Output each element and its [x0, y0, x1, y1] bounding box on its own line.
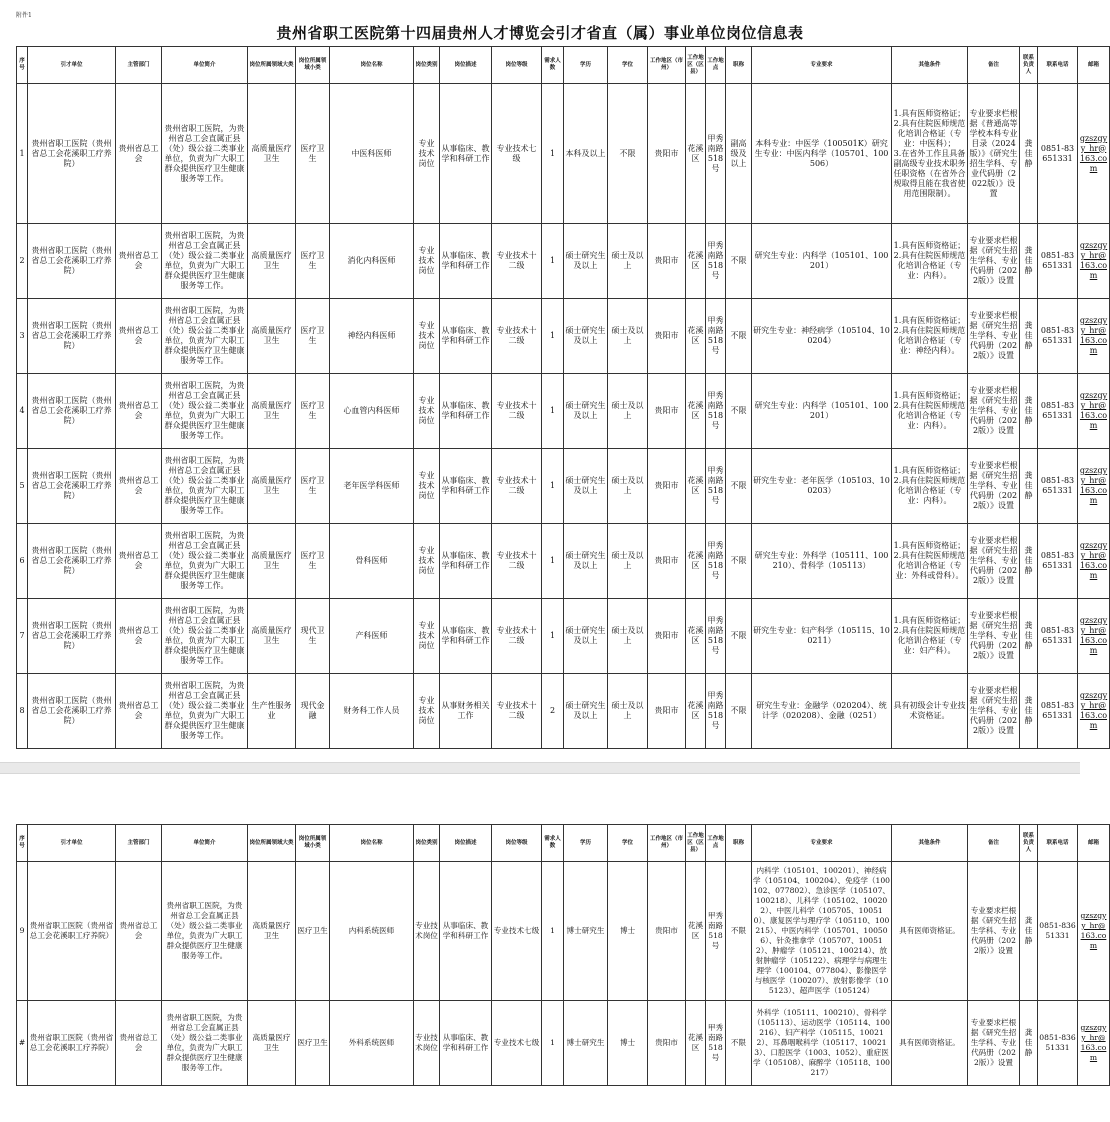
cell-field-major-category: 高质量医疗卫生 [248, 299, 296, 374]
cell-remarks: 专业要求栏根据《研究生招生学科、专业代码册（2022版）》设置 [968, 299, 1020, 374]
header-field-major-category: 岗位所属领域大类 [248, 47, 296, 84]
cell-serial-number: 7 [17, 599, 28, 674]
cell-contact-phone: 0851-83651331 [1038, 84, 1078, 224]
cell-position-name: 老年医学科医师 [330, 449, 414, 524]
header-position-description: 岗位描述 [440, 47, 492, 84]
header-work-location: 工作地点 [706, 825, 726, 862]
cell-degree: 硕士及以上 [608, 449, 648, 524]
header-education: 学历 [564, 825, 608, 862]
cell-work-location: 甲秀南路518号 [706, 299, 726, 374]
cell-supervising-department: 贵州省总工会 [116, 862, 162, 1001]
cell-supervising-department: 贵州省总工会 [116, 449, 162, 524]
header-professional-title: 职称 [726, 825, 752, 862]
cell-headcount: 1 [542, 1001, 564, 1086]
header-remarks: 备注 [968, 47, 1020, 84]
cell-position-description: 从事临床、教学和科研工作 [440, 449, 492, 524]
cell-serial-number: 1 [17, 84, 28, 224]
cell-other-conditions: 1.具有医师资格证； 2.具有住院医师规范化培训合格证（专业：内科）。 [892, 224, 968, 299]
cell-major-requirements: 研究生专业：妇产科学（105115、100211） [752, 599, 892, 674]
header-work-district: 工作地区（区县） [686, 825, 706, 862]
cell-work-city: 贵阳市 [648, 374, 686, 449]
header-contact-phone: 联系电话 [1038, 47, 1078, 84]
cell-headcount: 2 [542, 674, 564, 749]
cell-position-level: 专业技术十二级 [492, 374, 542, 449]
cell-supervising-department: 贵州省总工会 [116, 374, 162, 449]
cell-position-level: 专业技术十二级 [492, 674, 542, 749]
header-other-conditions: 其他条件 [892, 47, 968, 84]
cell-degree: 硕士及以上 [608, 374, 648, 449]
cell-work-location: 甲秀南路518号 [706, 449, 726, 524]
cell-headcount: 1 [542, 862, 564, 1001]
cell-other-conditions: 具有医师资格证。 [892, 1001, 968, 1086]
cell-work-city: 贵阳市 [648, 599, 686, 674]
cell-degree: 硕士及以上 [608, 224, 648, 299]
positions-table-page-2 [16, 824, 1110, 1086]
cell-serial-number: 4 [17, 374, 28, 449]
cell-work-district: 花溪区 [686, 84, 706, 224]
cell-education: 博士研究生 [564, 862, 608, 1001]
cell-work-city: 贵阳市 [648, 862, 686, 1001]
cell-education: 硕士研究生及以上 [564, 224, 608, 299]
cell-degree: 硕士及以上 [608, 674, 648, 749]
cell-major-requirements: 研究生专业：外科学（105111、100210）、骨科学（105113） [752, 524, 892, 599]
header-position-level: 岗位等级 [492, 825, 542, 862]
cell-education: 硕士研究生及以上 [564, 674, 608, 749]
cell-professional-title: 不限 [726, 449, 752, 524]
cell-professional-title: 不限 [726, 674, 752, 749]
cell-field-major-category: 高质量医疗卫生 [248, 599, 296, 674]
cell-position-description: 从事财务相关工作 [440, 674, 492, 749]
cell-position-description: 从事临床、教学和科研工作 [440, 599, 492, 674]
cell-field-major-category: 高质量医疗卫生 [248, 374, 296, 449]
cell-position-name: 财务科工作人员 [330, 674, 414, 749]
cell-field-minor-category: 现代卫生 [296, 599, 330, 674]
cell-contact-email[interactable]: gzszgyy_hr@163.com [1078, 449, 1110, 524]
cell-degree: 博士 [608, 862, 648, 1001]
cell-headcount: 1 [542, 449, 564, 524]
cell-contact-person: 龚佳静 [1020, 862, 1038, 1001]
cell-supervising-department: 贵州省总工会 [116, 84, 162, 224]
cell-field-minor-category: 医疗卫生 [296, 524, 330, 599]
header-work-city: 工作地区（市州） [648, 47, 686, 84]
cell-serial-number: 8 [17, 674, 28, 749]
cell-work-city: 贵阳市 [648, 524, 686, 599]
cell-position-description: 从事临床、教学和科研工作 [440, 1001, 492, 1086]
cell-unit-introduction: 贵州省职工医院，为贵州省总工会直属正县（处）级公益二类事业单位，负责为广大职工群众提供医疗卫生健康服务等工作。 [162, 862, 248, 1001]
cell-position-name: 内科系统医师 [330, 862, 414, 1001]
cell-contact-email[interactable]: gzszgyy_hr@163.com [1078, 599, 1110, 674]
cell-remarks: 专业要求栏根据《研究生招生学科、专业代码册（2022版）》设置 [968, 862, 1020, 1001]
header-position-category: 岗位类别 [414, 47, 440, 84]
cell-other-conditions: 具有医师资格证。 [892, 862, 968, 1001]
cell-position-level: 专业技术十二级 [492, 299, 542, 374]
cell-work-district: 花溪区 [686, 674, 706, 749]
cell-work-location: 甲秀南路518号 [706, 599, 726, 674]
cell-supervising-department: 贵州省总工会 [116, 524, 162, 599]
cell-contact-email[interactable]: gzszgyy_hr@163.com [1078, 862, 1110, 1001]
cell-professional-title: 不限 [726, 599, 752, 674]
header-education: 学历 [564, 47, 608, 84]
cell-work-city: 贵阳市 [648, 299, 686, 374]
table-header-row [17, 47, 1110, 84]
cell-major-requirements: 研究生专业：老年医学（105103、100203） [752, 449, 892, 524]
cell-position-description: 从事临床、教学和科研工作 [440, 862, 492, 1001]
table-row [17, 449, 1110, 524]
cell-serial-number: 3 [17, 299, 28, 374]
header-other-conditions: 其他条件 [892, 825, 968, 862]
cell-contact-phone: 0851-83651331 [1038, 449, 1078, 524]
cell-work-city: 贵阳市 [648, 1001, 686, 1086]
header-field-minor-category: 岗位所属领域小类 [296, 825, 330, 862]
cell-remarks: 专业要求栏根据《研究生招生学科、专业代码册（2022版）》设置 [968, 599, 1020, 674]
header-headcount: 需求人数 [542, 47, 564, 84]
cell-education: 硕士研究生及以上 [564, 524, 608, 599]
cell-contact-email[interactable]: gzszgyy_hr@163.com [1078, 674, 1110, 749]
header-position-name: 岗位名称 [330, 825, 414, 862]
cell-headcount: 1 [542, 224, 564, 299]
header-position-description: 岗位描述 [440, 825, 492, 862]
cell-work-district: 花溪区 [686, 599, 706, 674]
header-professional-title: 职称 [726, 47, 752, 84]
cell-headcount: 1 [542, 299, 564, 374]
cell-position-name: 心血管内科医师 [330, 374, 414, 449]
header-field-minor-category: 岗位所属领域小类 [296, 47, 330, 84]
cell-remarks: 专业要求栏根据《研究生招生学科、专业代码册（2022版）》设置 [968, 674, 1020, 749]
cell-serial-number: 9 [17, 862, 28, 1001]
table-row [17, 862, 1110, 1001]
header-degree: 学位 [608, 825, 648, 862]
cell-contact-person: 龚佳静 [1020, 374, 1038, 449]
cell-contact-person: 龚佳静 [1020, 599, 1038, 674]
cell-position-level: 专业技术十二级 [492, 224, 542, 299]
document-title: 贵州省职工医院第十四届贵州人才博览会引才省直（属）事业单位岗位信息表 [276, 24, 804, 42]
header-contact-person: 联系负责人 [1020, 47, 1038, 84]
cell-recruiting-unit: 贵州省职工医院（贵州省总工会花溪职工疗养院） [28, 599, 116, 674]
cell-supervising-department: 贵州省总工会 [116, 224, 162, 299]
cell-field-minor-category: 医疗卫生 [296, 299, 330, 374]
cell-position-category: 专业技术岗位 [414, 374, 440, 449]
cell-degree: 硕士及以上 [608, 599, 648, 674]
header-serial-number: 序号 [17, 825, 28, 862]
table-row [17, 1001, 1110, 1086]
header-contact-phone: 联系电话 [1038, 825, 1078, 862]
cell-position-category: 专业技术岗位 [414, 862, 440, 1001]
cell-position-level: 专业技术七级 [492, 84, 542, 224]
cell-work-district: 花溪区 [686, 224, 706, 299]
header-headcount: 需求人数 [542, 825, 564, 862]
cell-field-minor-category: 医疗卫生 [296, 862, 330, 1001]
header-supervising-department: 主管部门 [116, 825, 162, 862]
cell-recruiting-unit: 贵州省职工医院（贵州省总工会花溪职工疗养院） [28, 224, 116, 299]
header-contact-email: 邮箱 [1078, 47, 1110, 84]
cell-professional-title: 副高级及以上 [726, 84, 752, 224]
cell-recruiting-unit: 贵州省职工医院（贵州省总工会花溪职工疗养院） [28, 84, 116, 224]
cell-field-major-category: 高质量医疗卫生 [248, 862, 296, 1001]
cell-unit-introduction: 贵州省职工医院，为贵州省总工会直属正县（处）级公益二类事业单位，负责为广大职工群众提供医疗卫生健康服务等工作。 [162, 224, 248, 299]
cell-unit-introduction: 贵州省职工医院，为贵州省总工会直属正县（处）级公益二类事业单位，负责为广大职工群众提供医疗卫生健康服务等工作。 [162, 449, 248, 524]
cell-contact-person: 龚佳静 [1020, 299, 1038, 374]
cell-unit-introduction: 贵州省职工医院，为贵州省总工会直属正县（处）级公益二类事业单位，负责为广大职工群众提供医疗卫生健康服务等工作。 [162, 674, 248, 749]
cell-professional-title: 不限 [726, 1001, 752, 1086]
cell-contact-phone: 0851-83651331 [1038, 862, 1078, 1001]
cell-professional-title: 不限 [726, 224, 752, 299]
cell-position-level: 专业技术七级 [492, 862, 542, 1001]
cell-contact-email[interactable]: gzszgyy_hr@163.com [1078, 524, 1110, 599]
cell-position-level: 专业技术十二级 [492, 449, 542, 524]
cell-serial-number: 5 [17, 449, 28, 524]
cell-other-conditions: 1.具有医师资格证； 2.具有住院医师规范化培训合格证（专业：中医科）； 3.在省外工作且具备副高级专业技术职务任职资格（在省外合规取得且能在我省使用范围限制）。 [892, 84, 968, 224]
cell-degree: 硕士及以上 [608, 299, 648, 374]
cell-field-minor-category: 医疗卫生 [296, 374, 330, 449]
cell-headcount: 1 [542, 599, 564, 674]
cell-position-description: 从事临床、教学和科研工作 [440, 84, 492, 224]
cell-remarks: 专业要求栏根据《研究生招生学科、专业代码册（2022版）》设置 [968, 374, 1020, 449]
cell-contact-person: 龚佳静 [1020, 449, 1038, 524]
cell-position-level: 专业技术十二级 [492, 599, 542, 674]
header-field-major-category: 岗位所属领域大类 [248, 825, 296, 862]
cell-position-name: 骨科医师 [330, 524, 414, 599]
cell-supervising-department: 贵州省总工会 [116, 599, 162, 674]
cell-work-district: 花溪区 [686, 299, 706, 374]
cell-contact-phone: 0851-83651331 [1038, 224, 1078, 299]
cell-major-requirements: 研究生专业：内科学（105101、100201） [752, 374, 892, 449]
cell-contact-phone: 0851-83651331 [1038, 524, 1078, 599]
cell-work-city: 贵阳市 [648, 674, 686, 749]
positions-table-page-1 [16, 46, 1110, 749]
cell-position-category: 专业技术岗位 [414, 674, 440, 749]
cell-remarks: 专业要求栏根据《研究生招生学科、专业代码册（2022版）》设置 [968, 1001, 1020, 1086]
cell-work-city: 贵阳市 [648, 224, 686, 299]
cell-education: 硕士研究生及以上 [564, 599, 608, 674]
header-position-category: 岗位类别 [414, 825, 440, 862]
cell-contact-person: 龚佳静 [1020, 674, 1038, 749]
cell-unit-introduction: 贵州省职工医院，为贵州省总工会直属正县（处）级公益二类事业单位，负责为广大职工群众提供医疗卫生健康服务等工作。 [162, 524, 248, 599]
table-row [17, 674, 1110, 749]
cell-work-district: 花溪区 [686, 449, 706, 524]
cell-other-conditions: 1.具有医师资格证； 2.具有住院医师规范化培训合格证（专业：外科或骨科）。 [892, 524, 968, 599]
cell-degree: 不限 [608, 84, 648, 224]
cell-position-name: 产科医师 [330, 599, 414, 674]
cell-recruiting-unit: 贵州省职工医院（贵州省总工会花溪职工疗养院） [28, 1001, 116, 1086]
cell-position-description: 从事临床、教学和科研工作 [440, 299, 492, 374]
cell-position-category: 专业技术岗位 [414, 524, 440, 599]
cell-work-district: 花溪区 [686, 862, 706, 1001]
cell-other-conditions: 1.具有医师资格证； 2.具有住院医师规范化培训合格证（专业：神经内科）。 [892, 299, 968, 374]
cell-major-requirements: 研究生专业：内科学（105101、100201） [752, 224, 892, 299]
cell-supervising-department: 贵州省总工会 [116, 299, 162, 374]
cell-field-minor-category: 现代金融 [296, 674, 330, 749]
cell-field-minor-category: 医疗卫生 [296, 84, 330, 224]
cell-education: 博士研究生 [564, 1001, 608, 1086]
cell-recruiting-unit: 贵州省职工医院（贵州省总工会花溪职工疗养院） [28, 374, 116, 449]
cell-major-requirements: 研究生专业：金融学（020204）、统计学（020208）、金融（0251） [752, 674, 892, 749]
cell-work-location: 甲秀南路518号 [706, 862, 726, 1001]
cell-contact-email[interactable]: gzszgyy_hr@163.com [1078, 84, 1110, 224]
cell-serial-number: 2 [17, 224, 28, 299]
cell-recruiting-unit: 贵州省职工医院（贵州省总工会花溪职工疗养院） [28, 299, 116, 374]
header-unit-introduction: 单位简介 [162, 825, 248, 862]
cell-remarks: 专业要求栏根据《普通高等学校本科专业目录（2024版）》《研究生招生学科、专业代码册（2022版）》设置 [968, 84, 1020, 224]
cell-contact-person: 龚佳静 [1020, 224, 1038, 299]
table-row [17, 84, 1110, 224]
cell-contact-phone: 0851-83651331 [1038, 599, 1078, 674]
cell-serial-number: # [17, 1001, 28, 1086]
cell-degree: 硕士及以上 [608, 524, 648, 599]
cell-field-minor-category: 医疗卫生 [296, 1001, 330, 1086]
cell-position-name: 神经内科医师 [330, 299, 414, 374]
header-work-location: 工作地点 [706, 47, 726, 84]
cell-work-location: 甲秀南路518号 [706, 674, 726, 749]
header-serial-number: 序号 [17, 47, 28, 84]
cell-other-conditions: 1.具有医师资格证； 2.具有住院医师规范化培训合格证（专业：内科）。 [892, 374, 968, 449]
cell-education: 硕士研究生及以上 [564, 299, 608, 374]
cell-contact-person: 龚佳静 [1020, 84, 1038, 224]
cell-contact-phone: 0851-83651331 [1038, 299, 1078, 374]
table-row [17, 599, 1110, 674]
cell-headcount: 1 [542, 524, 564, 599]
cell-field-minor-category: 医疗卫生 [296, 224, 330, 299]
header-position-name: 岗位名称 [330, 47, 414, 84]
cell-recruiting-unit: 贵州省职工医院（贵州省总工会花溪职工疗养院） [28, 862, 116, 1001]
cell-major-requirements: 本科专业：中医学（100501K）研究生专业：中医内科学（105701、100506） [752, 84, 892, 224]
cell-field-major-category: 高质量医疗卫生 [248, 1001, 296, 1086]
cell-field-major-category: 高质量医疗卫生 [248, 524, 296, 599]
cell-recruiting-unit: 贵州省职工医院（贵州省总工会花溪职工疗养院） [28, 674, 116, 749]
cell-position-category: 专业技术岗位 [414, 299, 440, 374]
cell-recruiting-unit: 贵州省职工医院（贵州省总工会花溪职工疗养院） [28, 524, 116, 599]
cell-contact-person: 龚佳静 [1020, 524, 1038, 599]
cell-field-major-category: 高质量医疗卫生 [248, 224, 296, 299]
cell-position-category: 专业技术岗位 [414, 599, 440, 674]
header-work-district: 工作地区（区县） [686, 47, 706, 84]
cell-position-description: 从事临床、教学和科研工作 [440, 224, 492, 299]
cell-professional-title: 不限 [726, 524, 752, 599]
cell-position-level: 专业技术七级 [492, 1001, 542, 1086]
cell-position-category: 专业技术岗位 [414, 84, 440, 224]
cell-contact-phone: 0851-83651331 [1038, 674, 1078, 749]
attachment-label: 附件1 [16, 12, 32, 19]
cell-position-name: 中医科医师 [330, 84, 414, 224]
document-page-2 [0, 774, 1107, 1122]
cell-field-major-category: 生产性服务业 [248, 674, 296, 749]
cell-professional-title: 不限 [726, 299, 752, 374]
table-row [17, 524, 1110, 599]
cell-remarks: 专业要求栏根据《研究生招生学科、专业代码册（2022版）》设置 [968, 224, 1020, 299]
cell-position-description: 从事临床、教学和科研工作 [440, 524, 492, 599]
cell-work-district: 花溪区 [686, 374, 706, 449]
cell-remarks: 专业要求栏根据《研究生招生学科、专业代码册（2022版）》设置 [968, 449, 1020, 524]
cell-supervising-department: 贵州省总工会 [116, 674, 162, 749]
cell-work-city: 贵阳市 [648, 449, 686, 524]
cell-unit-introduction: 贵州省职工医院，为贵州省总工会直属正县（处）级公益二类事业单位，负责为广大职工群众提供医疗卫生健康服务等工作。 [162, 299, 248, 374]
cell-recruiting-unit: 贵州省职工医院（贵州省总工会花溪职工疗养院） [28, 449, 116, 524]
header-major-requirements: 专业要求 [752, 47, 892, 84]
table-row [17, 224, 1110, 299]
cell-work-location: 甲秀南路518号 [706, 1001, 726, 1086]
cell-field-major-category: 高质量医疗卫生 [248, 84, 296, 224]
cell-major-requirements: 研究生专业：神经病学（105104、100204） [752, 299, 892, 374]
cell-work-district: 花溪区 [686, 1001, 706, 1086]
cell-contact-email[interactable]: gzszgyy_hr@163.com [1078, 299, 1110, 374]
cell-contact-email[interactable]: gzszgyy_hr@163.com [1078, 374, 1110, 449]
cell-education: 本科及以上 [564, 84, 608, 224]
header-remarks: 备注 [968, 825, 1020, 862]
cell-unit-introduction: 贵州省职工医院，为贵州省总工会直属正县（处）级公益二类事业单位，负责为广大职工群众提供医疗卫生健康服务等工作。 [162, 84, 248, 224]
cell-headcount: 1 [542, 84, 564, 224]
cell-education: 硕士研究生及以上 [564, 449, 608, 524]
cell-major-requirements: 内科学（105101、100201）、神经病学（105104、100204）、免疫学（100102、077802）、急诊医学（105107、100218）、儿科学（105102、100202）、中医儿科学（105705、100510）、康复医学与理疗学（105110、100215）、中医内科学（105701、100506）、针灸推拿学（105707、100512）、肿瘤学（105121、100214）、放射肿瘤学（105122）、病理学与病理生理学（100104、077804）、影像医学与核医学（100207）、放射影像学（105123）、超声医学（105124） [752, 862, 892, 1001]
cell-work-location: 甲秀南路518号 [706, 374, 726, 449]
cell-field-minor-category: 医疗卫生 [296, 449, 330, 524]
cell-serial-number: 6 [17, 524, 28, 599]
cell-position-category: 专业技术岗位 [414, 449, 440, 524]
table-header-row [17, 825, 1110, 862]
header-recruiting-unit: 引才单位 [28, 825, 116, 862]
cell-degree: 博士 [608, 1001, 648, 1086]
header-contact-person: 联系负责人 [1020, 825, 1038, 862]
cell-unit-introduction: 贵州省职工医院，为贵州省总工会直属正县（处）级公益二类事业单位，负责为广大职工群众提供医疗卫生健康服务等工作。 [162, 1001, 248, 1086]
table-row [17, 374, 1110, 449]
cell-work-location: 甲秀南路518号 [706, 524, 726, 599]
cell-position-name: 外科系统医师 [330, 1001, 414, 1086]
cell-work-district: 花溪区 [686, 524, 706, 599]
cell-contact-phone: 0851-83651331 [1038, 1001, 1078, 1086]
cell-work-location: 甲秀南路518号 [706, 224, 726, 299]
cell-unit-introduction: 贵州省职工医院，为贵州省总工会直属正县（处）级公益二类事业单位，负责为广大职工群众提供医疗卫生健康服务等工作。 [162, 599, 248, 674]
header-position-level: 岗位等级 [492, 47, 542, 84]
cell-other-conditions: 1.具有医师资格证； 2.具有住院医师规范化培训合格证（专业：妇产科）。 [892, 599, 968, 674]
header-major-requirements: 专业要求 [752, 825, 892, 862]
header-degree: 学位 [608, 47, 648, 84]
cell-remarks: 专业要求栏根据《研究生招生学科、专业代码册（2022版）》设置 [968, 524, 1020, 599]
cell-position-level: 专业技术十二级 [492, 524, 542, 599]
cell-contact-person: 龚佳静 [1020, 1001, 1038, 1086]
cell-work-location: 甲秀南路518号 [706, 84, 726, 224]
cell-contact-phone: 0851-83651331 [1038, 374, 1078, 449]
header-contact-email: 邮箱 [1078, 825, 1110, 862]
cell-supervising-department: 贵州省总工会 [116, 1001, 162, 1086]
header-recruiting-unit: 引才单位 [28, 47, 116, 84]
header-unit-introduction: 单位简介 [162, 47, 248, 84]
cell-education: 硕士研究生及以上 [564, 374, 608, 449]
cell-major-requirements: 外科学（105111、100210）、骨科学（105113）、运动医学（105114、100216）、妇产科学（105115、100212）、耳鼻咽喉科学（105117、100213）、口腔医学（1003、1052）、重症医学（105108）、麻醉学（105118、100217） [752, 1001, 892, 1086]
cell-position-name: 消化内科医师 [330, 224, 414, 299]
cell-contact-email[interactable]: gzszgyy_hr@163.com [1078, 1001, 1110, 1086]
cell-work-city: 贵阳市 [648, 84, 686, 224]
cell-position-category: 专业技术岗位 [414, 224, 440, 299]
cell-other-conditions: 具有初级会计专业技术资格证。 [892, 674, 968, 749]
cell-professional-title: 不限 [726, 862, 752, 1001]
table-row [17, 299, 1110, 374]
cell-professional-title: 不限 [726, 374, 752, 449]
page-separator [0, 762, 1080, 774]
header-work-city: 工作地区（市州） [648, 825, 686, 862]
cell-position-description: 从事临床、教学和科研工作 [440, 374, 492, 449]
cell-field-major-category: 高质量医疗卫生 [248, 449, 296, 524]
cell-headcount: 1 [542, 374, 564, 449]
cell-unit-introduction: 贵州省职工医院，为贵州省总工会直属正县（处）级公益二类事业单位，负责为广大职工群众提供医疗卫生健康服务等工作。 [162, 374, 248, 449]
cell-other-conditions: 1.具有医师资格证； 2.具有住院医师规范化培训合格证（专业：内科）。 [892, 449, 968, 524]
cell-contact-email[interactable]: gzszgyy_hr@163.com [1078, 224, 1110, 299]
cell-position-category: 专业技术岗位 [414, 1001, 440, 1086]
header-supervising-department: 主管部门 [116, 47, 162, 84]
